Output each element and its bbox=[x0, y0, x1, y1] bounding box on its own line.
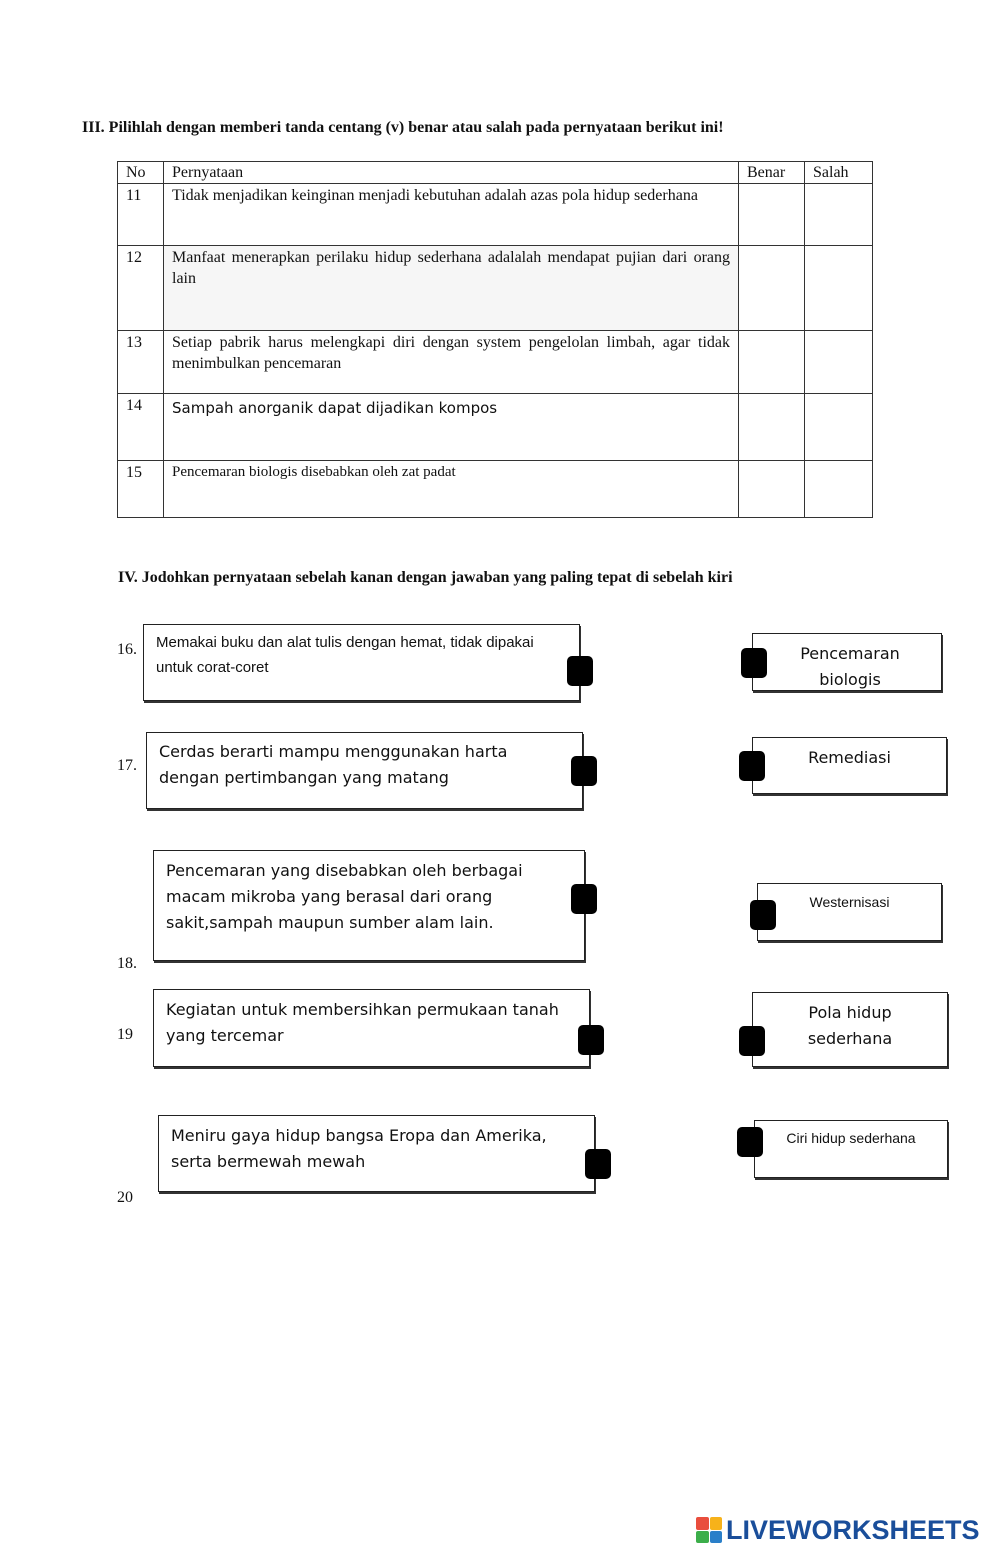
question-number-17: 17. bbox=[117, 757, 137, 774]
section-4-title: IV. Jodohkan pernyataan sebelah kanan dengan jawaban yang paling tepat di sebelah kiri bbox=[118, 569, 733, 586]
benar-cell[interactable] bbox=[739, 394, 805, 461]
section-3-title: III. Pilihlah dengan memberi tanda centang (v) benar atau salah pada pernyataan berikut ini! bbox=[82, 119, 724, 136]
answer-box-pola-hidup-sederhana bbox=[752, 992, 948, 1067]
question-number-20: 20 bbox=[117, 1189, 133, 1206]
salah-cell[interactable] bbox=[805, 184, 873, 246]
question-text-16: Memakai buku dan alat tulis dengan hemat, tidak dipakai untuk corat-coret bbox=[156, 634, 534, 676]
logo-square-icon bbox=[696, 1517, 709, 1530]
logo-mark-icon bbox=[696, 1517, 722, 1543]
header-salah: Salah bbox=[805, 162, 873, 184]
salah-cell[interactable] bbox=[805, 331, 873, 394]
answer-text: Ciri hidup sederhana bbox=[786, 1130, 916, 1146]
answer-pola-hidup-sederhana-connector[interactable] bbox=[739, 1026, 765, 1056]
question-box-17 bbox=[146, 732, 583, 809]
question-box-19 bbox=[153, 989, 590, 1067]
question-box-16 bbox=[143, 624, 580, 701]
question-19-connector[interactable] bbox=[578, 1025, 604, 1055]
row-statement: Setiap pabrik harus melengkapi diri dengan system pengelolan limbah, agar tidak menimbulkan pencemaran bbox=[164, 331, 739, 394]
row-number: 15 bbox=[118, 461, 164, 518]
question-text-19: Kegiatan untuk membersihkan permukaan tanah yang tercemar bbox=[166, 1000, 559, 1045]
row-statement: Sampah anorganik dapat dijadikan kompos bbox=[164, 394, 739, 461]
answer-remediasi-connector[interactable] bbox=[739, 751, 765, 781]
question-18-connector[interactable] bbox=[571, 884, 597, 914]
salah-cell[interactable] bbox=[805, 246, 873, 331]
question-16-connector[interactable] bbox=[567, 656, 593, 686]
answer-box-remediasi bbox=[752, 737, 947, 794]
answer-box-ciri-hidup-sederhana bbox=[754, 1120, 948, 1178]
true-false-table bbox=[117, 161, 873, 518]
header-benar: Benar bbox=[739, 162, 805, 184]
question-17-connector[interactable] bbox=[571, 756, 597, 786]
benar-cell[interactable] bbox=[739, 246, 805, 331]
header-no: No bbox=[118, 162, 164, 184]
table-header-row bbox=[118, 162, 873, 184]
question-20-connector[interactable] bbox=[585, 1149, 611, 1179]
answer-westernisasi-connector[interactable] bbox=[750, 900, 776, 930]
logo-square-icon bbox=[696, 1531, 709, 1544]
row-statement: Tidak menjadikan keinginan menjadi kebutuhan adalah azas pola hidup sederhana bbox=[164, 184, 739, 246]
table-row bbox=[118, 394, 873, 461]
table-row bbox=[118, 461, 873, 518]
question-text-17: Cerdas berarti mampu menggunakan harta dengan pertimbangan yang matang bbox=[159, 742, 508, 787]
row-number: 11 bbox=[118, 184, 164, 246]
benar-cell[interactable] bbox=[739, 184, 805, 246]
row-number: 14 bbox=[118, 394, 164, 461]
answer-ciri-hidup-sederhana-connector[interactable] bbox=[737, 1127, 763, 1157]
logo-text: LIVEWORKSHEETS bbox=[726, 1514, 980, 1545]
question-box-18 bbox=[153, 850, 585, 961]
benar-cell[interactable] bbox=[739, 331, 805, 394]
header-statement: Pernyataan bbox=[164, 162, 739, 184]
answer-pencemaran-biologis-connector[interactable] bbox=[741, 648, 767, 678]
question-number-16: 16. bbox=[117, 641, 137, 658]
row-number: 13 bbox=[118, 331, 164, 394]
answer-box-pencemaran-biologis bbox=[752, 633, 942, 691]
salah-cell[interactable] bbox=[805, 461, 873, 518]
question-text-18: Pencemaran yang disebabkan oleh berbagai macam mikroba yang berasal dari orang sakit,sampah maupun sumber alam lain. bbox=[166, 861, 523, 932]
benar-cell[interactable] bbox=[739, 461, 805, 518]
table-row bbox=[118, 184, 873, 246]
liveworksheets-logo bbox=[696, 1513, 980, 1547]
answer-text: Pola hidup sederhana bbox=[807, 1003, 893, 1048]
table-row bbox=[118, 331, 873, 394]
row-statement: Manfaat menerapkan perilaku hidup sederhana adalalah mendapat pujian dari orang lain bbox=[164, 246, 739, 331]
logo-square-icon bbox=[710, 1531, 723, 1544]
question-number-19: 19 bbox=[117, 1026, 133, 1043]
table-row bbox=[118, 246, 873, 331]
answer-text: Pencemaran biologis bbox=[800, 644, 900, 689]
question-text-20: Meniru gaya hidup bangsa Eropa dan Amerika, serta bermewah mewah bbox=[171, 1126, 547, 1171]
logo-square-icon bbox=[710, 1517, 723, 1530]
row-statement: Pencemaran biologis disebabkan oleh zat padat bbox=[164, 461, 739, 518]
row-number: 12 bbox=[118, 246, 164, 331]
answer-text: Remediasi bbox=[808, 748, 891, 767]
question-number-18: 18. bbox=[117, 955, 137, 972]
answer-box-westernisasi bbox=[757, 883, 942, 941]
salah-cell[interactable] bbox=[805, 394, 873, 461]
question-box-20 bbox=[158, 1115, 595, 1192]
answer-text: Westernisasi bbox=[809, 894, 890, 910]
